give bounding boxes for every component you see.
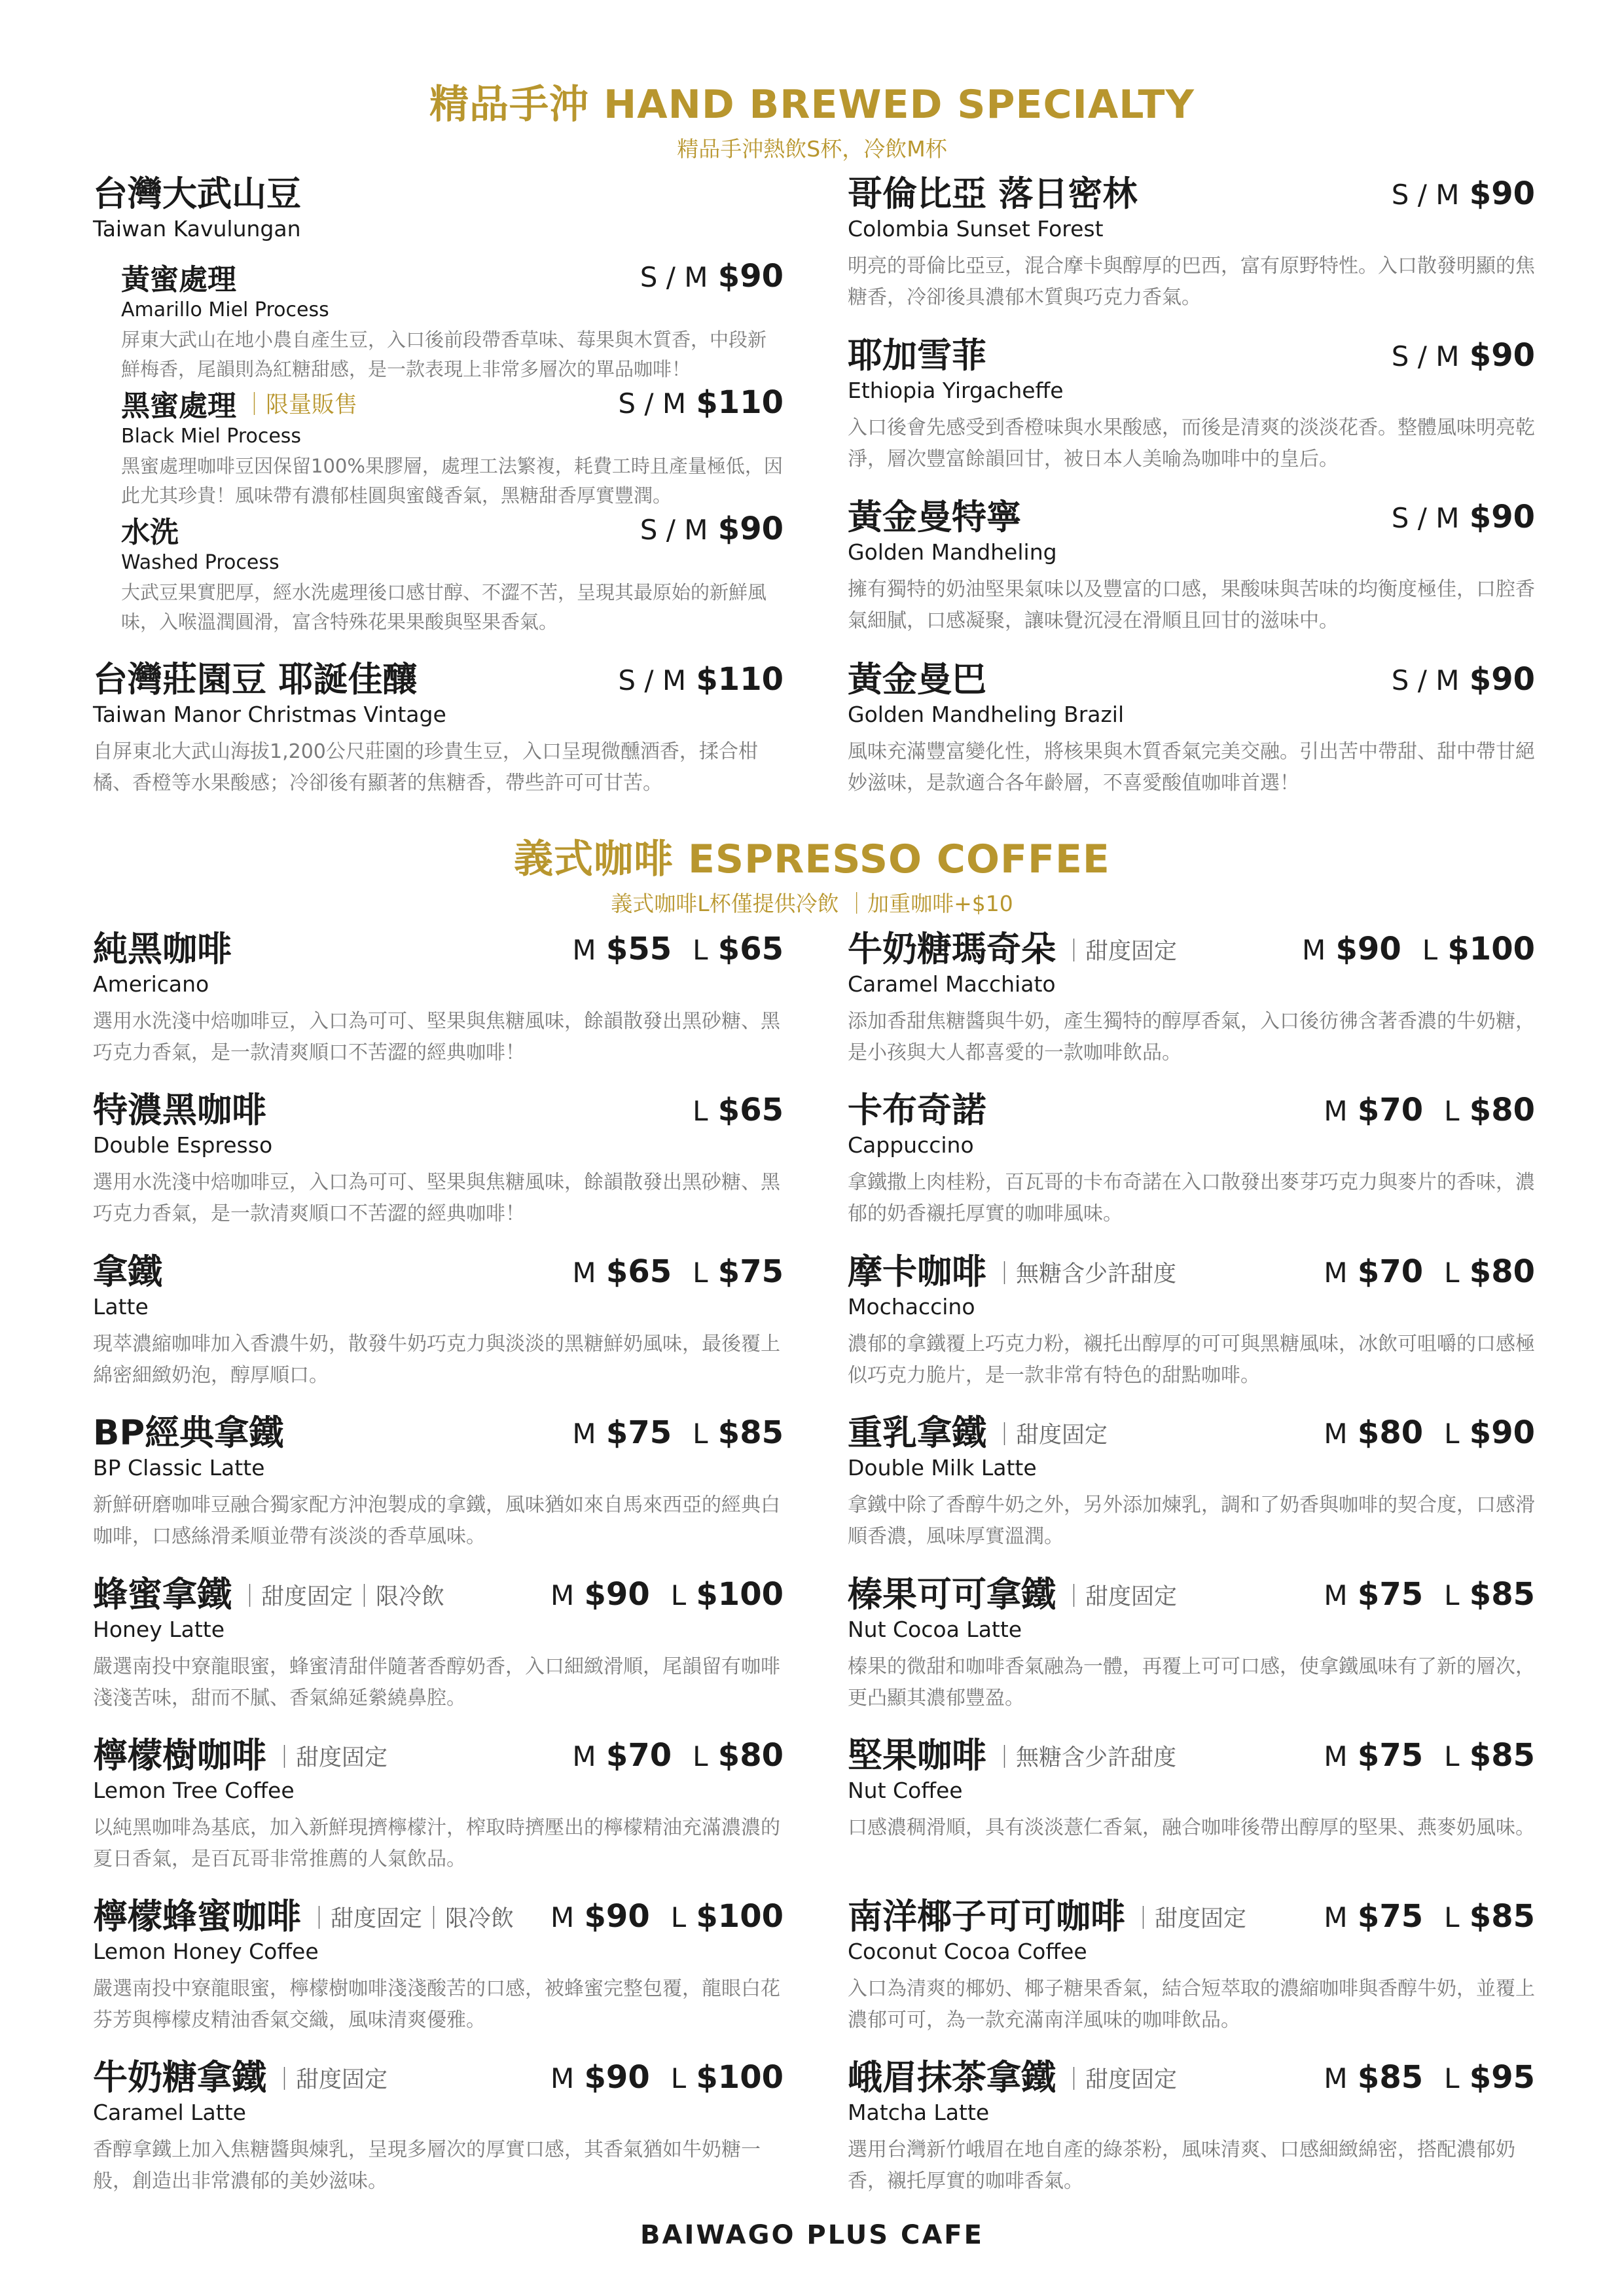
item-description: 現萃濃縮咖啡加入香濃牛奶，散發牛奶巧克力與淡淡的黑糖鮮奶風味，最後覆上綿密細緻奶泡，醇厚順口。 xyxy=(93,1333,780,1388)
price-m: $65 xyxy=(605,1253,672,1291)
menu-item[interactable] xyxy=(848,1898,1535,2036)
item-price: M $90 L $100 xyxy=(550,1576,784,1613)
menu-item[interactable] xyxy=(93,1898,784,2036)
item-english-name: Latte xyxy=(93,1294,149,1320)
item-price: M $75 L $85 xyxy=(572,1414,784,1452)
item-price: S / M $90 xyxy=(1391,499,1535,536)
item-english-name: Honey Latte xyxy=(93,1617,225,1643)
item-description: 以純黑咖啡為基底，加入新鮮現擠檸檬汁，榨取時擠壓出的檸檬精油充滿濃濃的夏日香氣，是百瓦哥非常推薦的人氣飲品。 xyxy=(93,1816,780,1871)
price-m: $55 xyxy=(605,931,672,968)
price-m: $70 xyxy=(1357,1092,1424,1129)
item-english-name: Lemon Tree Coffee xyxy=(93,1778,295,1804)
item-name: 堅果咖啡 xyxy=(848,1736,986,1776)
item-price: M $75 L $85 xyxy=(1324,1898,1535,1935)
price-l: $75 xyxy=(717,1253,784,1291)
item-description: 嚴選南投中寮龍眼蜜，蜂蜜清甜伴隨著香醇奶香，入口細緻滑順，尾韻留有咖啡淺淺苦味，甜而不膩、香氣綿延縈繞鼻腔。 xyxy=(93,1655,780,1710)
item-english-name: Ethiopia Yirgacheffe xyxy=(848,378,1064,404)
menu-item[interactable] xyxy=(93,1576,784,1714)
menu-item-amarillo-miel[interactable] xyxy=(121,258,784,384)
item-note: ｜甜度固定 xyxy=(1062,939,1178,965)
item-description: 選用水洗淺中焙咖啡豆，入口為可可、堅果與焦糖風味，餘韻散發出黑砂糖、黑巧克力香氣，是一款清爽順口不苦澀的經典咖啡！ xyxy=(93,1171,780,1226)
item-description: 擁有獨特的奶油堅果氣味以及豐富的口感，果酸味與苦味的均衡度極佳，口腔香氣細膩，口感凝聚，讓味覺沉浸在滑順且回甘的滋味中。 xyxy=(848,578,1535,633)
price-l: $100 xyxy=(696,1898,784,1935)
price-m: $80 xyxy=(1357,1414,1424,1452)
menu-item[interactable] xyxy=(93,1092,784,1230)
item-name: 黃蜜處理 xyxy=(121,262,236,296)
menu-item[interactable] xyxy=(848,1737,1535,1844)
item-name: 耶加雪菲 xyxy=(848,336,986,376)
item-note: ｜甜度固定 xyxy=(273,2067,388,2094)
item-price: M $75 L $85 xyxy=(1324,1737,1535,1774)
item-note: ｜甜度固定 xyxy=(1132,1906,1247,1933)
menu-item-golden-mandheling[interactable] xyxy=(848,499,1535,637)
item-name: 特濃黑咖啡 xyxy=(93,1090,266,1130)
item-price: M $70 L $80 xyxy=(1324,1253,1535,1291)
price-m: $90 xyxy=(584,1898,650,1935)
item-name: 檸檬樹咖啡 xyxy=(93,1736,266,1776)
item-name: 哥倫比亞 落日密林 xyxy=(848,174,1138,214)
item-price: L $65 xyxy=(693,1092,784,1129)
item-description: 嚴選南投中寮龍眼蜜，檸檬樹咖啡淺淺酸苦的口感，被蜂蜜完整包覆，龍眼白花芬芳與檸檬皮精油香氣交織，風味清爽優雅。 xyxy=(93,1977,780,2032)
price-l: $100 xyxy=(696,2059,784,2096)
item-name: 重乳拿鐵 xyxy=(848,1413,986,1453)
menu-item[interactable] xyxy=(93,1414,784,1552)
item-english-name: Taiwan Manor Christmas Vintage xyxy=(93,702,446,728)
item-price: S / M $90 xyxy=(1391,175,1535,213)
item-note: ｜甜度固定 xyxy=(1062,1584,1178,1611)
price-m: $90 xyxy=(584,2059,650,2096)
item-english-name: Taiwan Kavulungan xyxy=(93,216,301,242)
price-m: $70 xyxy=(1357,1253,1424,1291)
item-price: S / M $90 xyxy=(1391,661,1535,698)
item-price: M $90 L $100 xyxy=(550,1898,784,1935)
espresso-subtitle: 義式咖啡L杯僅提供冷飲 ｜加重咖啡+$10 xyxy=(611,891,1013,916)
menu-item[interactable] xyxy=(93,931,784,1069)
espresso-title: 義式咖啡 ESPRESSO COFFEE xyxy=(514,836,1110,882)
item-name: 黃金曼巴 xyxy=(848,660,986,700)
price-m: $75 xyxy=(1357,1898,1424,1935)
item-name: 蜂蜜拿鐵 xyxy=(93,1575,232,1615)
price-l: $65 xyxy=(717,1092,784,1129)
item-english-name: Caramel Macchiato xyxy=(848,971,1056,997)
item-name: 台灣莊園豆 耶誕佳釀 xyxy=(93,660,418,700)
item-description: 大武豆果實肥厚，經水洗處理後口感甘醇、不澀不苦，呈現其最原始的新鮮風味，入喉溫潤圓滑，富含特殊花果果酸與堅果香氣。 xyxy=(121,581,767,633)
menu-item[interactable] xyxy=(848,931,1535,1069)
item-english-name: Black Miel Process xyxy=(121,425,302,448)
menu-item-golden-mandheling-brazil[interactable] xyxy=(848,661,1535,799)
item-price: S / M $110 xyxy=(618,661,784,698)
item-description: 入口後會先感受到香橙味與水果酸感，而後是清爽的淡淡花香。整體風味明亮乾淨，層次豐富餘韻回甘，被日本人美喻為咖啡中的皇后。 xyxy=(848,416,1535,471)
item-name: 牛奶糖拿鐵 xyxy=(93,2058,266,2098)
limited-badge: ｜限量販售 xyxy=(243,392,358,418)
item-price: M $90 L $100 xyxy=(550,2059,784,2096)
hand-brewed-header xyxy=(0,73,1624,163)
item-price: M $80 L $90 xyxy=(1324,1414,1535,1452)
item-description: 風味充滿豐富變化性，將核果與木質香氣完美交融。引出苦中帶甜、甜中帶甘絕妙滋味，是款適合各年齡層，不喜愛酸值咖啡首選！ xyxy=(848,740,1535,795)
item-english-name: Americano xyxy=(93,971,209,997)
price-m: $90 xyxy=(584,1576,650,1613)
item-description: 拿鐵撒上肉桂粉，百瓦哥的卡布奇諾在入口散發出麥芽巧克力與麥片的香味，濃郁的奶香襯托厚實的咖啡風味。 xyxy=(848,1171,1535,1226)
price-l: $95 xyxy=(1469,2059,1535,2096)
price-l: $85 xyxy=(717,1414,784,1452)
item-price: M $85 L $95 xyxy=(1324,2059,1535,2096)
item-name: BP經典拿鐵 xyxy=(93,1413,284,1453)
hand-brewed-title: 精品手沖 HAND BREWED SPECIALTY xyxy=(429,82,1195,128)
menu-item-colombia-sunset[interactable] xyxy=(848,175,1535,314)
item-note: ｜無糖含少許甜度 xyxy=(993,1745,1177,1772)
item-english-name: Nut Cocoa Latte xyxy=(848,1617,1022,1643)
item-name: 峨眉抹茶拿鐵 xyxy=(848,2058,1056,2098)
item-price: S / M $90 xyxy=(640,511,784,547)
item-english-name: Amarillo Miel Process xyxy=(121,298,329,321)
item-description: 榛果的微甜和咖啡香氣融為一體，再覆上可可口感，使拿鐵風味有了新的層次，更凸顯其濃郁豐盈。 xyxy=(848,1655,1535,1710)
item-name: 黑蜜處理 xyxy=(121,389,236,423)
item-price: S / M $110 xyxy=(618,384,784,421)
item-price: M $75 L $85 xyxy=(1324,1576,1535,1613)
menu-item[interactable] xyxy=(848,1576,1535,1714)
price-m: $75 xyxy=(605,1414,672,1452)
item-price: M $70 L $80 xyxy=(572,1737,784,1774)
price-m: $85 xyxy=(1357,2059,1424,2096)
price-l: $90 xyxy=(1469,1414,1535,1452)
item-english-name: Caramel Latte xyxy=(93,2100,246,2126)
item-description: 新鮮研磨咖啡豆融合獨家配方沖泡製成的拿鐵，風味猶如來自馬來西亞的經典白咖啡，口感絲滑柔順並帶有淡淡的香草風味。 xyxy=(93,1494,780,1549)
item-english-name: BP Classic Latte xyxy=(93,1455,265,1481)
price-l: $85 xyxy=(1469,1898,1535,1935)
item-description: 自屏東北大武山海拔1,200公尺莊園的珍貴生豆，入口呈現微醺酒香，揉合柑橘、香橙等水果酸感；冷卻後有顯著的焦糖香，帶些許可可甘苦。 xyxy=(93,740,758,795)
menu-item-black-miel[interactable] xyxy=(121,384,784,511)
item-english-name: Washed Process xyxy=(121,551,280,574)
menu-item[interactable] xyxy=(93,2059,784,2197)
item-description: 黑蜜處理咖啡豆因保留100%果膠層，處理工法繁複，耗費工時且產量極低，因此尤其珍貴！風味帶有濃郁桂圓與蜜餞香氣，黑糖甜香厚實豐潤。 xyxy=(121,455,783,507)
price-l: $65 xyxy=(717,931,784,968)
menu-item[interactable] xyxy=(848,1414,1535,1552)
price-m: $75 xyxy=(1357,1576,1424,1613)
item-name: 卡布奇諾 xyxy=(848,1090,986,1130)
item-english-name: Coconut Cocoa Coffee xyxy=(848,1939,1087,1965)
item-english-name: Lemon Honey Coffee xyxy=(93,1939,319,1965)
price-l: $80 xyxy=(1469,1092,1535,1129)
price-l: $80 xyxy=(717,1737,784,1774)
item-description: 明亮的哥倫比亞豆，混合摩卡與醇厚的巴西，富有原野特性。入口散發明顯的焦糖香，冷卻後具濃郁木質與巧克力香氣。 xyxy=(848,255,1535,310)
item-description: 添加香甜焦糖醬與牛奶，產生獨特的醇厚香氣，入口後彷彿含著香濃的牛奶糖，是小孩與大人都喜愛的一款咖啡飲品。 xyxy=(848,1010,1535,1065)
item-description: 選用水洗淺中焙咖啡豆，入口為可可、堅果與焦糖風味，餘韻散發出黑砂糖、黑巧克力香氣，是一款清爽順口不苦澀的經典咖啡！ xyxy=(93,1010,780,1065)
menu-item[interactable] xyxy=(93,1253,784,1391)
item-description: 入口為清爽的椰奶、椰子糖果香氣，結合短萃取的濃縮咖啡與香醇牛奶，並覆上濃郁可可，為一款充滿南洋風味的咖啡飲品。 xyxy=(848,1977,1535,2032)
item-note: ｜甜度固定｜限冷飲 xyxy=(308,1906,514,1933)
item-english-name: Nut Coffee xyxy=(848,1778,963,1804)
item-price: S / M $90 xyxy=(1391,337,1535,374)
item-english-name: Cappuccino xyxy=(848,1132,974,1158)
item-description: 選用台灣新竹峨眉在地自產的綠茶粉，風味清爽、口感細緻綿密，搭配濃郁奶香，襯托厚實的咖啡香氣。 xyxy=(848,2138,1515,2193)
item-english-name: Golden Mandheling xyxy=(848,539,1057,565)
item-name: 榛果可可拿鐵 xyxy=(848,1575,1056,1615)
item-name: 牛奶糖瑪奇朵 xyxy=(848,929,1056,969)
item-description: 拿鐵中除了香醇牛奶之外，另外添加煉乳，調和了奶香與咖啡的契合度，口感滑順香濃，風味厚實溫潤。 xyxy=(848,1494,1535,1549)
price-m: $75 xyxy=(1357,1737,1424,1774)
item-name: 拿鐵 xyxy=(93,1252,162,1292)
item-note: ｜無糖含少許甜度 xyxy=(993,1261,1177,1288)
item-description: 濃郁的拿鐵覆上巧克力粉，襯托出醇厚的可可與黑糖風味，冰飲可咀嚼的口感極似巧克力脆片，是一款非常有特色的甜點咖啡。 xyxy=(848,1333,1535,1388)
menu-item-washed-process[interactable] xyxy=(121,511,784,637)
item-price: M $90 L $100 xyxy=(1302,931,1535,968)
price-l: $100 xyxy=(696,1576,784,1613)
item-name: 摩卡咖啡 xyxy=(848,1252,986,1292)
item-description: 口感濃稠滑順，具有淡淡薏仁香氣，融合咖啡後帶出醇厚的堅果、燕麥奶風味。 xyxy=(848,1816,1535,1840)
item-name: 檸檬蜂蜜咖啡 xyxy=(93,1897,301,1937)
menu-item[interactable] xyxy=(848,2059,1535,2197)
price-m: $70 xyxy=(605,1737,672,1774)
menu-item[interactable] xyxy=(848,1092,1535,1230)
espresso-header xyxy=(0,828,1624,918)
hand-brewed-subtitle: 精品手沖熱飲S杯，冷飲M杯 xyxy=(677,136,947,162)
item-name: 黃金曼特寧 xyxy=(848,497,1021,537)
item-description: 香醇拿鐵上加入焦糖醬與煉乳，呈現多層次的厚實口感，其香氣猶如牛奶糖一般，創造出非常濃郁的美妙滋味。 xyxy=(93,2138,761,2193)
menu-item-ethiopia-yirgacheffe[interactable] xyxy=(848,337,1535,475)
item-english-name: Golden Mandheling Brazil xyxy=(848,702,1125,728)
item-price: M $55 L $65 xyxy=(572,931,784,968)
price-l: $85 xyxy=(1469,1737,1535,1774)
item-price: M $65 L $75 xyxy=(572,1253,784,1291)
item-name: 南洋椰子可可咖啡 xyxy=(848,1897,1125,1937)
item-english-name: Double Milk Latte xyxy=(848,1455,1037,1481)
item-note: ｜甜度固定 xyxy=(993,1422,1108,1449)
price-m: $90 xyxy=(1335,931,1401,968)
item-name: 台灣大武山豆 xyxy=(93,174,301,214)
price-l: $100 xyxy=(1447,931,1535,968)
item-note: ｜甜度固定 xyxy=(1062,2067,1178,2094)
menu-item-taiwan-kavulungan[interactable] xyxy=(93,175,784,242)
price-l: $85 xyxy=(1469,1576,1535,1613)
item-english-name: Mochaccino xyxy=(848,1294,975,1320)
menu-item[interactable] xyxy=(93,1737,784,1875)
item-note: ｜甜度固定｜限冷飲 xyxy=(238,1584,445,1611)
item-name: 純黑咖啡 xyxy=(93,929,232,969)
footer-brand: BAIWAGO PLUS CAFE xyxy=(640,2220,984,2250)
item-english-name: Colombia Sunset Forest xyxy=(848,216,1104,242)
item-description: 屏東大武山在地小農自產生豆，入口後前段帶香草味、莓果與木質香，中段新鮮梅香，尾韻則為紅糖甜感，是一款表現上非常多層次的單品咖啡！ xyxy=(121,329,767,380)
item-english-name: Double Espresso xyxy=(93,1132,273,1158)
item-price: S / M $90 xyxy=(640,258,784,295)
item-english-name: Matcha Latte xyxy=(848,2100,990,2126)
item-note: ｜甜度固定 xyxy=(273,1745,388,1772)
item-price: M $70 L $80 xyxy=(1324,1092,1535,1129)
price-l: $80 xyxy=(1469,1253,1535,1291)
menu-item[interactable] xyxy=(848,1253,1535,1391)
menu-item-taiwan-manor-christmas[interactable] xyxy=(93,661,784,799)
item-name: 水洗 xyxy=(121,515,179,549)
